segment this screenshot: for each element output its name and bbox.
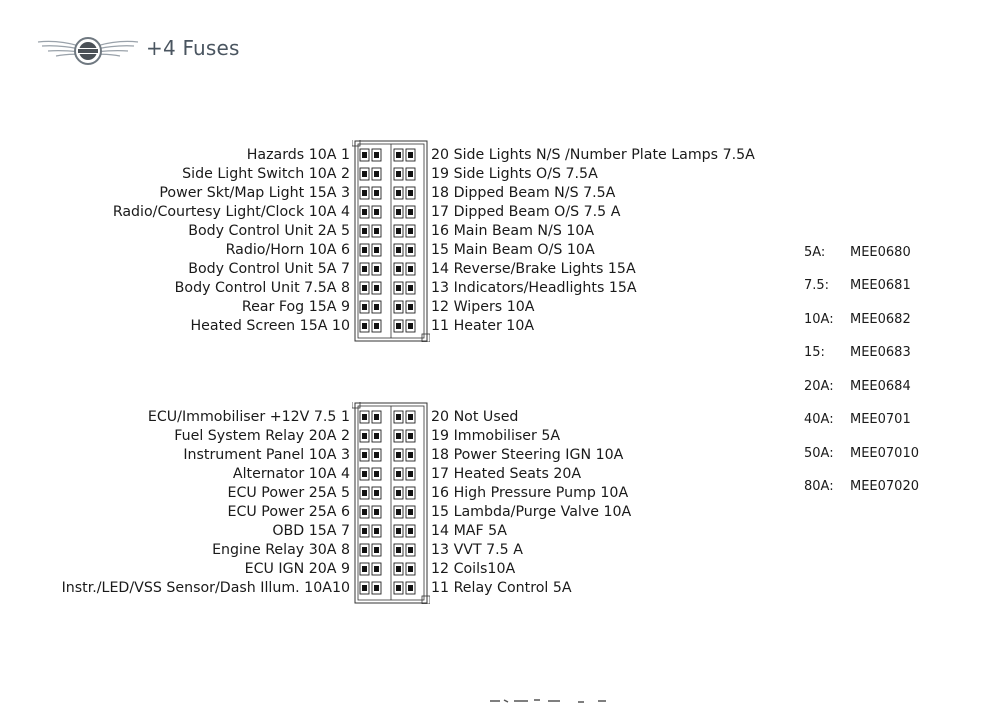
fuse-rating: 7.5:	[804, 278, 830, 293]
fuse-contact	[362, 228, 367, 234]
fuse-contact	[362, 490, 367, 496]
fuse-label: Instr./LED/VSS Sensor/Dash Illum. 10A10	[61, 580, 350, 596]
fuse-contact	[408, 304, 413, 310]
fuse-contact	[374, 528, 379, 534]
fuse-contact	[408, 433, 413, 439]
fuse-contact	[374, 171, 379, 177]
fuse-label: 17 Heated Seats 20A	[431, 466, 582, 482]
fuse-contact	[408, 585, 413, 591]
fuse-contact	[408, 247, 413, 253]
fuse-contact	[408, 323, 413, 329]
fuse-label: Instrument Panel 10A 3	[183, 447, 350, 463]
fuse-rating: 5A:	[804, 245, 826, 260]
fuse-label: 15 Lambda/Purge Valve 10A	[431, 504, 632, 520]
fuse-contact	[374, 285, 379, 291]
fuse-label: Body Control Unit 5A 7	[188, 261, 350, 277]
fuse-rating: 15:	[804, 345, 825, 360]
fuse-contact	[374, 452, 379, 458]
fuse-contact	[396, 323, 401, 329]
fuse-box-diagram	[352, 402, 430, 604]
fuse-contact	[408, 266, 413, 272]
fuse-contact	[396, 190, 401, 196]
fuse-contact	[408, 414, 413, 420]
fuse-contact	[396, 490, 401, 496]
page-title: +4 Fuses	[146, 36, 240, 60]
fuse-contact	[362, 433, 367, 439]
fuse-label: Radio/Courtesy Light/Clock 10A 4	[112, 204, 350, 220]
fuse-contact	[396, 304, 401, 310]
fuse-label: 18 Dipped Beam N/S 7.5A	[431, 185, 616, 201]
footer-scan-mark	[488, 697, 618, 703]
fuse-label: 12 Wipers 10A	[431, 299, 535, 315]
fuse-contact	[396, 152, 401, 158]
fuse-label: 16 Main Beam N/S 10A	[431, 223, 595, 239]
fuse-contact	[408, 452, 413, 458]
fuse-contact	[374, 323, 379, 329]
fuse-contact	[362, 585, 367, 591]
fuse-label: 19 Immobiliser 5A	[431, 428, 561, 444]
fuse-label: Engine Relay 30A 8	[212, 542, 350, 558]
fuse-contact	[374, 585, 379, 591]
part-number: MEE0701	[850, 412, 911, 427]
fuse-contact	[396, 171, 401, 177]
fuse-label: 14 Reverse/Brake Lights 15A	[431, 261, 636, 277]
fuse-contact	[396, 266, 401, 272]
fuse-label: 18 Power Steering IGN 10A	[431, 447, 624, 463]
fuse-rating: 40A:	[804, 412, 834, 427]
fuse-label: 11 Heater 10A	[431, 318, 535, 334]
fuse-label: Body Control Unit 2A 5	[188, 223, 350, 239]
fuse-rating: 10A:	[804, 312, 834, 327]
fuse-contact	[374, 228, 379, 234]
wings-logo-icon	[36, 30, 140, 72]
fuse-contact	[374, 190, 379, 196]
fuse-contact	[374, 152, 379, 158]
fuse-contact	[396, 209, 401, 215]
fuse-label: 14 MAF 5A	[431, 523, 507, 539]
fuse-contact	[396, 285, 401, 291]
fuse-label: ECU Power 25A 6	[227, 504, 350, 520]
part-number: MEE0680	[850, 245, 911, 260]
fuse-contact	[396, 471, 401, 477]
fuse-contact	[396, 247, 401, 253]
fuse-box-diagram	[352, 140, 430, 342]
part-number: MEE07010	[850, 446, 919, 461]
fuse-label: 20 Side Lights N/S /Number Plate Lamps 7.5A	[431, 147, 755, 163]
fuse-label: 11 Relay Control 5A	[431, 580, 572, 596]
fuse-contact	[362, 566, 367, 572]
fuse-label: Hazards 10A 1	[246, 147, 350, 163]
fuse-contact	[396, 547, 401, 553]
fuse-contact	[408, 285, 413, 291]
fuse-contact	[396, 509, 401, 515]
fuse-label: Rear Fog 15A 9	[241, 299, 350, 315]
fuse-contact	[408, 209, 413, 215]
part-number: MEE0683	[850, 345, 911, 360]
fuse-contact	[374, 304, 379, 310]
fuse-label: Fuel System Relay 20A 2	[174, 428, 350, 444]
fuse-rating: 80A:	[804, 479, 834, 494]
fuse-contact	[374, 547, 379, 553]
fuse-contact	[374, 209, 379, 215]
fuse-contact	[362, 266, 367, 272]
fuse-label: 17 Dipped Beam O/S 7.5 A	[431, 204, 621, 220]
fuse-contact	[374, 414, 379, 420]
fuse-contact	[362, 285, 367, 291]
fuse-label: ECU/Immobiliser +12V 7.5 1	[147, 409, 350, 425]
fuse-contact	[396, 452, 401, 458]
fuse-contact	[396, 585, 401, 591]
fuse-label: 19 Side Lights O/S 7.5A	[431, 166, 598, 182]
fuse-contact	[396, 433, 401, 439]
fuse-contact	[408, 171, 413, 177]
fuse-contact	[408, 566, 413, 572]
fuse-contact	[396, 566, 401, 572]
fuse-contact	[408, 528, 413, 534]
fuse-label: Body Control Unit 7.5A 8	[174, 280, 350, 296]
fuse-contact	[362, 304, 367, 310]
fuse-contact	[362, 190, 367, 196]
fuse-contact	[408, 228, 413, 234]
part-number: MEE07020	[850, 479, 919, 494]
fuse-contact	[374, 566, 379, 572]
fuse-contact	[408, 509, 413, 515]
fuse-contact	[408, 190, 413, 196]
fuse-rating: 50A:	[804, 446, 834, 461]
fuse-rating: 20A:	[804, 379, 834, 394]
fuse-contact	[362, 528, 367, 534]
fuse-label: 13 VVT 7.5 A	[431, 542, 523, 558]
fuse-label: Side Light Switch 10A 2	[182, 166, 350, 182]
fuse-contact	[362, 209, 367, 215]
fuse-contact	[396, 228, 401, 234]
fuse-label: Heated Screen 15A 10	[190, 318, 350, 334]
fuse-contact	[362, 509, 367, 515]
part-number: MEE0684	[850, 379, 911, 394]
fuse-label: 15 Main Beam O/S 10A	[431, 242, 595, 258]
fuse-contact	[396, 528, 401, 534]
part-number: MEE0681	[850, 278, 911, 293]
fuse-label: 12 Coils10A	[431, 561, 516, 577]
fuse-contact	[374, 266, 379, 272]
fuse-label: 13 Indicators/Headlights 15A	[431, 280, 637, 296]
fuse-label: ECU IGN 20A 9	[244, 561, 350, 577]
fuse-contact	[408, 547, 413, 553]
part-number: MEE0682	[850, 312, 911, 327]
fuse-label: Radio/Horn 10A 6	[225, 242, 350, 258]
fuse-contact	[374, 433, 379, 439]
fuse-label: 20 Not Used	[431, 409, 519, 425]
fuse-contact	[362, 323, 367, 329]
fuse-label: Power Skt/Map Light 15A 3	[159, 185, 350, 201]
fuse-contact	[362, 452, 367, 458]
fuse-contact	[362, 171, 367, 177]
fuse-contact	[362, 471, 367, 477]
fuse-contact	[374, 471, 379, 477]
fuse-contact	[362, 152, 367, 158]
fuse-contact	[374, 509, 379, 515]
fuse-contact	[408, 490, 413, 496]
fuse-label: ECU Power 25A 5	[227, 485, 350, 501]
fuse-label: Alternator 10A 4	[232, 466, 350, 482]
fuse-contact	[408, 471, 413, 477]
fuse-contact	[362, 247, 367, 253]
fuse-contact	[408, 152, 413, 158]
fuse-label: OBD 15A 7	[272, 523, 350, 539]
fuse-contact	[374, 247, 379, 253]
fuse-contact	[362, 547, 367, 553]
fuse-contact	[396, 414, 401, 420]
fuse-contact	[362, 414, 367, 420]
fuse-label: 16 High Pressure Pump 10A	[431, 485, 629, 501]
fuse-contact	[374, 490, 379, 496]
